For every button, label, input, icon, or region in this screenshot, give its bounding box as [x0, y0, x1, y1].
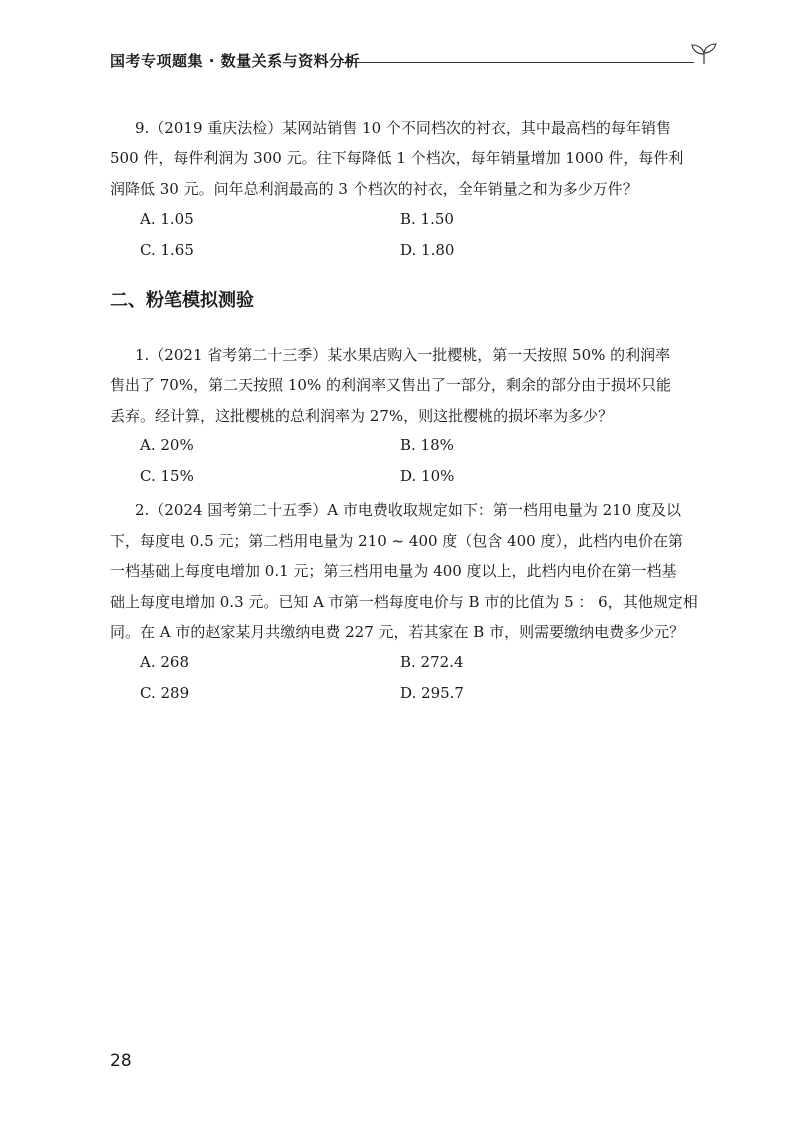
q9-line: 9.（2019 重庆法检）某网站销售 10 个不同档次的衬衣，其中最高档的每年销售 — [135, 119, 671, 137]
q1-line: 1.（2021 省考第二十三季）某水果店购入一批樱桃，第一天按照 50% 的利润率 — [135, 346, 671, 364]
header-rule — [342, 62, 694, 63]
q9-option-c: C. 1.65 — [140, 241, 194, 259]
q9-option-a: A. 1.05 — [140, 210, 194, 228]
sprout-icon — [690, 42, 718, 66]
running-header — [110, 50, 710, 74]
q1-option-a: A. 20% — [140, 436, 194, 454]
page-number: 28 — [110, 1051, 132, 1071]
section-heading: 二、粉笔模拟测验 — [110, 290, 254, 311]
q1-line: 售出了 70%，第二天按照 10% 的利润率又售出了一部分，剩余的部分由于损坏只能 — [110, 376, 671, 394]
q2-option-a: A. 268 — [140, 653, 189, 671]
q2-line: 下，每度电 0.5 元；第二档用电量为 210 ~ 400 度（包含 400 度），此档内电价在第 — [110, 532, 683, 550]
q9-option-b: B. 1.50 — [400, 210, 454, 228]
q9-line: 500 件，每件利润为 300 元。往下每降低 1 个档次，每年销量增加 1000 件，每件利 — [110, 149, 684, 167]
q1-option-c: C. 15% — [140, 467, 194, 485]
q2-line: 一档基础上每度电增加 0.1 元；第三档用电量为 400 度以上，此档内电价在第一档基 — [110, 562, 677, 580]
q2-line: 础上每度电增加 0.3 元。已知 A 市第一档每度电价与 B 市的比值为 5 ： 6，其他规定相 — [110, 593, 698, 611]
q1-option-d: D. 10% — [400, 467, 455, 485]
header-title: 国考专项题集 · 数量关系与资料分析 — [110, 52, 361, 70]
q9-line: 润降低 30 元。问年总利润最高的 3 个档次的衬衣，全年销量之和为多少万件？ — [110, 180, 638, 198]
q2-option-c: C. 289 — [140, 684, 190, 702]
q2-line: 2.（2024 国考第二十五季）A 市电费收取规定如下：第一档用电量为 210 度及以 — [135, 501, 682, 519]
q1-option-b: B. 18% — [400, 436, 454, 454]
q9-option-d: D. 1.80 — [400, 241, 455, 259]
q2-option-d: D. 295.7 — [400, 684, 464, 702]
q1-line: 丢弃。经计算，这批樱桃的总利润率为 27%，则这批樱桃的损坏率为多少？ — [110, 407, 614, 425]
q2-line: 同。在 A 市的赵家某月共缴纳电费 227 元，若其家在 B 市，则需要缴纳电费多少元？ — [110, 623, 685, 641]
q2-option-b: B. 272.4 — [400, 653, 464, 671]
